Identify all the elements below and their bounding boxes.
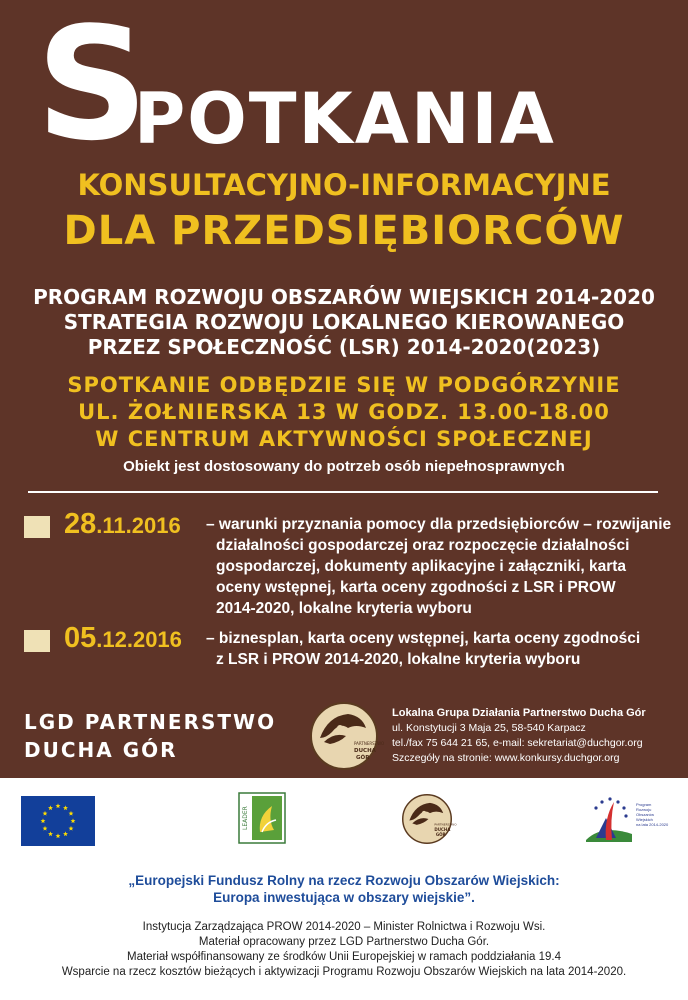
bullet-square	[24, 630, 50, 652]
subtitle-line1: KONSULTACYJNO-INFORMACYJNE	[77, 168, 611, 202]
footer-info	[0, 920, 688, 980]
logo-text: PARTNERSTWO	[354, 741, 385, 746]
schedule-description	[206, 514, 672, 619]
footer-line3: Materiał współfinansowany ze środków Unii Europejskiej w ramach poddziałania 19.4	[126, 951, 562, 963]
meeting-line3: W CENTRUM AKTYWNOŚCI SPOŁECZNEJ	[95, 427, 593, 451]
slogan-line2: Europa inwestująca w obszary wiejskie”.	[213, 890, 475, 905]
lgd-logo-small-icon	[402, 794, 457, 844]
organizer-name-line2: DUCHA GÓR	[24, 738, 178, 762]
contact-block	[392, 706, 646, 766]
description-line: z LSR i PROW 2014-2020, lokalne kryteria wyboru	[216, 651, 581, 668]
divider	[28, 491, 658, 493]
schedule-date	[64, 622, 182, 655]
program-line2: STRATEGIA ROZWOJU LOKALNEGO KIEROWANEGO	[63, 310, 625, 334]
date-month-year: .12.2016	[96, 627, 182, 652]
prow-caption-line: na lata 2014-2020	[636, 822, 669, 827]
description-line: – warunki przyznania pomocy dla przedsiębiorców – rozwijanie	[206, 516, 672, 533]
meeting-line1: SPOTKANIE ODBĘDZIE SIĘ W PODGÓRZYNIE	[67, 373, 621, 397]
date-day: 05	[64, 622, 97, 654]
prow-caption-line: Wiejskich	[636, 817, 653, 822]
logo-text: DUCHA	[434, 826, 451, 832]
eafrd-slogan	[0, 872, 688, 906]
description-line: – biznesplan, karta oceny wstępnej, karta oceny zgodności	[206, 630, 641, 647]
footer-line4: Wsparcie na rzecz kosztów bieżących i aktywizacji Programu Rozwoju Obszarów Wiejskich na lata 2014-2020.	[61, 966, 627, 978]
poster-title	[36, 0, 656, 175]
title-initial: S	[36, 0, 149, 175]
prow-caption	[636, 802, 670, 827]
schedule-description	[206, 628, 666, 670]
bullet-square	[24, 516, 50, 538]
meeting-line2: UL. ŻOŁNIERSKA 13 W GODZ. 13.00-18.00	[78, 400, 610, 424]
prow-caption-line: Rozwoju	[636, 807, 652, 812]
program-line1: PROGRAM ROZWOJU OBSZARÓW WIEJSKICH 2014-2020	[33, 285, 655, 309]
logo-text: GÓR	[435, 831, 446, 837]
organizer-name-line1: LGD PARTNERSTWO	[24, 710, 277, 734]
date-month-year: .11.2016	[96, 513, 181, 538]
description-line: oceny wstępnej, karta oceny zgodności z LSR i PROW	[216, 579, 616, 596]
description-line: działalności gospodarczej oraz rozpoczęcie działalności	[216, 537, 630, 554]
logo-text: GÓR	[356, 755, 370, 761]
organizer-name	[24, 708, 276, 764]
date-day: 28	[64, 508, 97, 540]
schedule-date	[64, 508, 181, 541]
description-line: 2014-2020, lokalne kryteria wyboru	[216, 600, 472, 617]
footer-line1: Instytucja Zarządzająca PROW 2014-2020 – Minister Rolnictwa i Rozwoju Wsi.	[142, 921, 546, 933]
logo-text: DUCHA	[354, 748, 376, 754]
prow-caption-line: Program	[636, 802, 652, 807]
organizer-full-name: Lokalna Grupa Działania Partnerstwo Ducha Gór	[392, 707, 646, 719]
organizer-website: Szczegóły na stronie: www.konkursy.duchgor.org	[392, 752, 620, 764]
lgd-logo-icon	[310, 702, 385, 770]
organizer-phone-email: tel./fax 75 644 21 65, e-mail: sekretariat@duchgor.org	[392, 737, 643, 749]
program-line3: PRZEZ SPOŁECZNOŚĆ (LSR) 2014-2020(2023)	[87, 335, 601, 359]
prow-caption-line: Obszarów	[636, 812, 655, 817]
logo-text: PARTNERSTWO	[434, 822, 457, 827]
logo-strip	[0, 790, 688, 850]
prow-emblem-icon	[582, 794, 636, 844]
slogan-line1: „Europejski Fundusz Rolny na rzecz Rozwoju Obszarów Wiejskich:	[128, 873, 560, 888]
footer-line2: Materiał opracowany przez LGD Partnerstwo Ducha Gór.	[198, 936, 490, 948]
eu-flag-icon	[21, 796, 95, 846]
description-line: gospodarczej, dokumenty aplikacyjne i załączniki, karta	[216, 558, 627, 575]
title-rest: POTKANIA	[134, 78, 556, 160]
accessibility-note: Obiekt jest dostosowany do potrzeb osób niepełnosprawnych	[123, 458, 565, 475]
leader-label: LEADER	[242, 806, 249, 830]
subtitle-line2: DLA PRZEDSIĘBIORCÓW	[63, 208, 625, 254]
leader-logo-icon	[238, 792, 286, 844]
prow-logo	[582, 794, 672, 844]
organizer-address: ul. Konstytucji 3 Maja 25, 58-540 Karpacz	[392, 722, 586, 734]
